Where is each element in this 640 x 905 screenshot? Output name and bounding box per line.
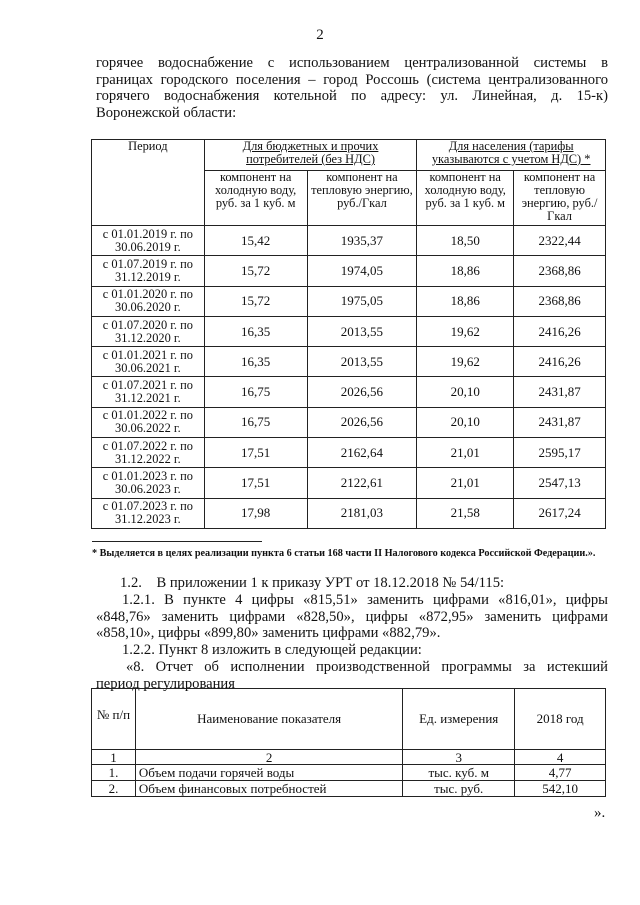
budget-heat-value: 1975,05 (307, 286, 417, 316)
period-cell: с 01.01.2020 г. по 30.06.2020 г. (92, 286, 205, 316)
report-table (91, 688, 606, 797)
header-name: Наименование показателя (135, 689, 402, 750)
tariff-table (91, 139, 606, 529)
table-row (92, 407, 606, 437)
header-budget-heat: компонент на тепловую энергию, руб./Гкал (307, 171, 417, 226)
population-cold-value: 20,10 (417, 407, 514, 437)
intro-line: горячего водоснабжения котельной по адресу: ул. Линейная, д. 15-к) (96, 88, 608, 104)
population-heat-value: 2416,26 (514, 347, 606, 377)
row-unit: тыс. руб. (403, 781, 515, 797)
table-row (92, 438, 606, 468)
item-1-2-2: 1.2.2. Пункт 8 изложить в следующей редакции: (122, 642, 422, 658)
budget-heat-value: 2013,55 (307, 347, 417, 377)
table-row (92, 256, 606, 286)
col-number: 1 (92, 750, 136, 765)
row-num: 1. (92, 765, 136, 781)
budget-cold-value: 15,72 (204, 256, 307, 286)
period-cell: с 01.07.2021 г. по 31.12.2021 г. (92, 377, 205, 407)
col-number: 4 (515, 750, 606, 765)
population-cold-value: 18,50 (417, 226, 514, 256)
period-cell: с 01.07.2022 г. по 31.12.2022 г. (92, 438, 205, 468)
period-cell: с 01.01.2023 г. по 30.06.2023 г. (92, 468, 205, 498)
budget-heat-value: 2026,56 (307, 377, 417, 407)
table-row (92, 765, 606, 781)
budget-heat-value: 2162,64 (307, 438, 417, 468)
population-heat-value: 2431,87 (514, 377, 606, 407)
population-heat-value: 2322,44 (514, 226, 606, 256)
table-row (92, 316, 606, 346)
header-period: Период (92, 140, 205, 226)
period-cell: с 01.01.2022 г. по 30.06.2022 г. (92, 407, 205, 437)
col-number: 2 (135, 750, 402, 765)
population-cold-value: 18,86 (417, 256, 514, 286)
budget-cold-value: 15,42 (204, 226, 307, 256)
table-row (92, 498, 606, 528)
col-number: 3 (403, 750, 515, 765)
row-name: Объем финансовых потребностей (135, 781, 402, 797)
row-value: 542,10 (515, 781, 606, 797)
budget-heat-value: 2181,03 (307, 498, 417, 528)
table-row (92, 468, 606, 498)
population-heat-value: 2368,86 (514, 256, 606, 286)
population-cold-value: 21,01 (417, 438, 514, 468)
period-cell: с 01.07.2020 г. по 31.12.2020 г. (92, 316, 205, 346)
population-cold-value: 18,86 (417, 286, 514, 316)
header-population-cold: компонент на холодную воду, руб. за 1 куб. м (417, 171, 514, 226)
closing-quote: ». (594, 805, 606, 821)
budget-cold-value: 15,72 (204, 286, 307, 316)
item-1-2-1 (96, 592, 608, 642)
budget-heat-value: 2026,56 (307, 407, 417, 437)
budget-heat-value: 1935,37 (307, 226, 417, 256)
budget-heat-value: 1974,05 (307, 256, 417, 286)
item-8-line: период регулирования (96, 675, 235, 692)
header-unit: Ед. измерения (403, 689, 515, 750)
budget-heat-value: 2013,55 (307, 316, 417, 346)
item-1-2-1-line: «848,76» заменить цифрами «828,50», цифры «872,95» заменить цифрами (96, 608, 608, 625)
budget-cold-value: 16,75 (204, 407, 307, 437)
table-row (92, 286, 606, 316)
header-budget-cold: компонент на холодную воду, руб. за 1 куб. м (204, 171, 307, 226)
budget-cold-value: 17,51 (204, 468, 307, 498)
header-budget-group: Для бюджетных и прочих потребителей (без НДС) (204, 140, 417, 171)
table-row (92, 377, 606, 407)
budget-cold-value: 17,98 (204, 498, 307, 528)
footnote-divider (92, 541, 262, 542)
budget-heat-value: 2122,61 (307, 468, 417, 498)
population-heat-value: 2416,26 (514, 316, 606, 346)
table-row (92, 347, 606, 377)
population-cold-value: 21,58 (417, 498, 514, 528)
row-value: 4,77 (515, 765, 606, 781)
header-population-heat: компонент на тепловую энергию, руб./Гкал (514, 171, 606, 226)
item-1-2-1-line: 1.2.1. В пункте 4 цифры «815,51» заменить цифрами «816,01», цифры (122, 592, 608, 608)
budget-cold-value: 17,51 (204, 438, 307, 468)
header-population-group: Для населения (тарифы указываются с учетом НДС) * (417, 140, 606, 171)
header-num: № п/п (92, 689, 136, 750)
population-cold-value: 20,10 (417, 377, 514, 407)
footnote: * Выделяется в целях реализации пункта 6 статьи 168 части II Налогового кодекса Российской Федерации.». (92, 548, 596, 559)
table-row (92, 781, 606, 797)
intro-paragraph (96, 55, 608, 121)
item-1-2-1-line: «858,10», цифры «899,80» заменить цифрами «882,79». (96, 625, 441, 641)
budget-cold-value: 16,75 (204, 377, 307, 407)
population-cold-value: 19,62 (417, 347, 514, 377)
population-cold-value: 19,62 (417, 316, 514, 346)
population-heat-value: 2547,13 (514, 468, 606, 498)
item-1-2: 1.2. В приложении 1 к приказу УРТ от 18.12.2018 № 54/115: (120, 575, 505, 591)
header-year: 2018 год (515, 689, 606, 750)
population-heat-value: 2431,87 (514, 407, 606, 437)
intro-line: границах городского поселения – город Россошь (система централизованного (96, 71, 608, 88)
population-heat-value: 2617,24 (514, 498, 606, 528)
row-name: Объем подачи горячей воды (135, 765, 402, 781)
period-cell: с 01.01.2019 г. по 30.06.2019 г. (92, 226, 205, 256)
population-heat-value: 2368,86 (514, 286, 606, 316)
period-cell: с 01.01.2021 г. по 30.06.2021 г. (92, 347, 205, 377)
row-num: 2. (92, 781, 136, 797)
row-unit: тыс. куб. м (403, 765, 515, 781)
population-cold-value: 21,01 (417, 468, 514, 498)
intro-line: Воронежской области: (96, 104, 237, 121)
item-8-line: «8. Отчет об исполнении производственной программы за истекший (126, 659, 608, 675)
budget-cold-value: 16,35 (204, 316, 307, 346)
population-heat-value: 2595,17 (514, 438, 606, 468)
table-row (92, 226, 606, 256)
period-cell: с 01.07.2019 г. по 31.12.2019 г. (92, 256, 205, 286)
budget-cold-value: 16,35 (204, 347, 307, 377)
page-number: 2 (316, 27, 324, 43)
intro-line: горячее водоснабжение с использованием централизованной системы в (96, 55, 608, 71)
period-cell: с 01.07.2023 г. по 31.12.2023 г. (92, 498, 205, 528)
